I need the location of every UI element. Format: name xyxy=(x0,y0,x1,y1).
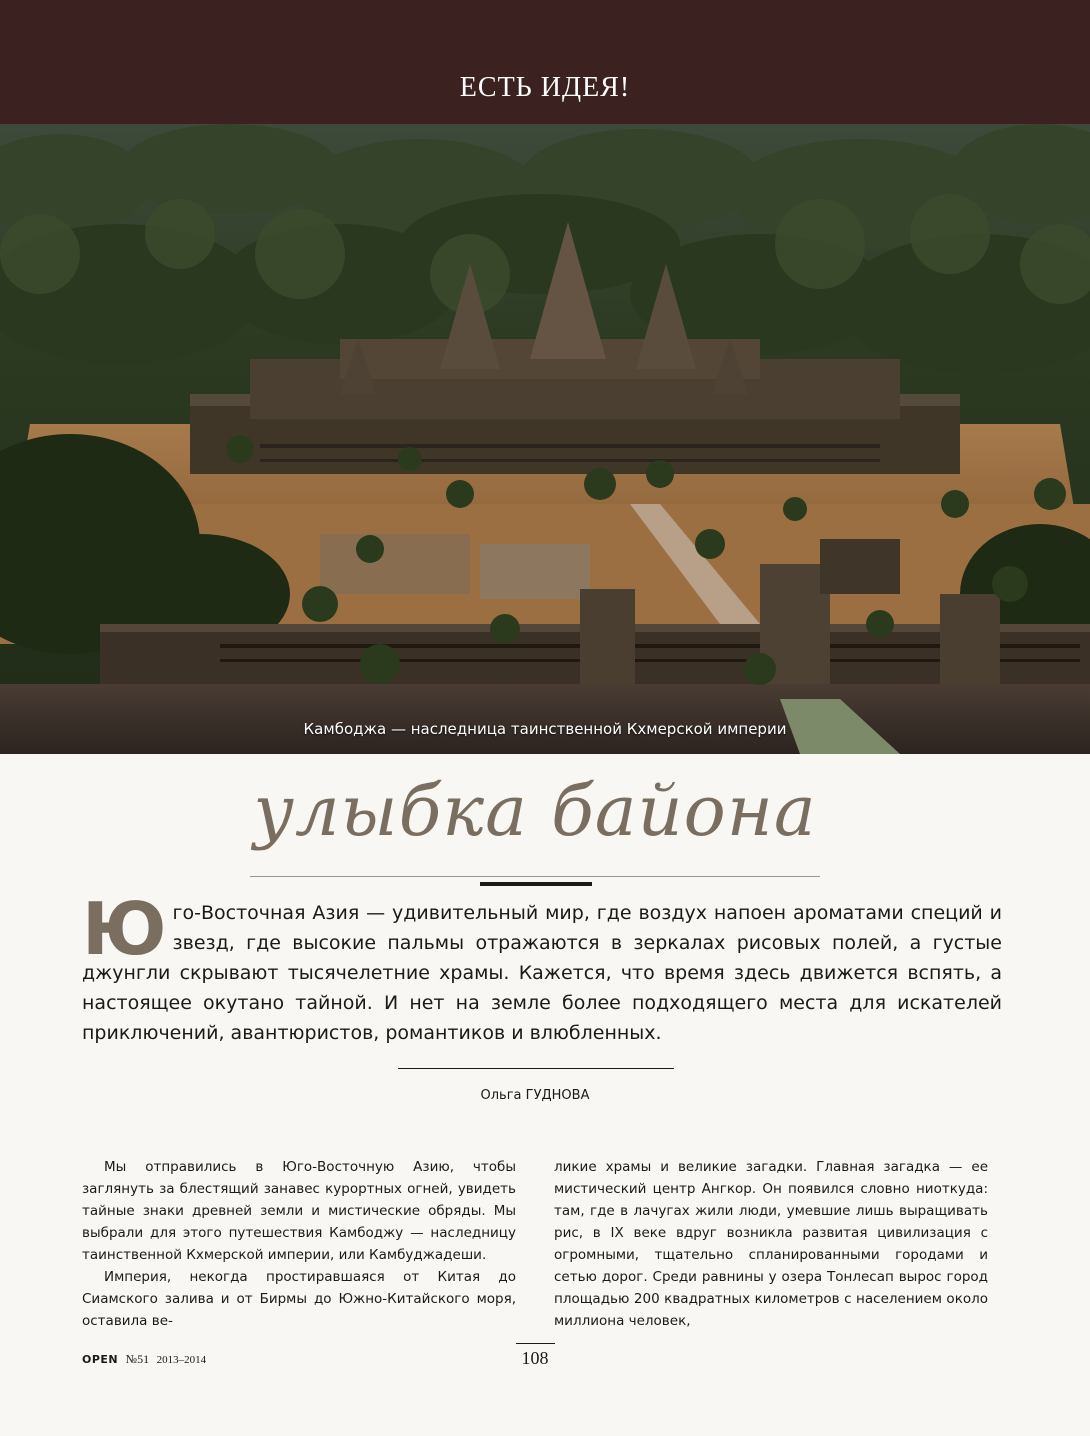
issue-years: 2013–2014 xyxy=(156,1354,207,1366)
title-accent-bar xyxy=(480,882,592,886)
section-header-bar xyxy=(0,0,1090,124)
lead-text: го-Восточная Азия — удивительный мир, где воздух напоен ароматами специй и звезд, где высокие пальмы отражаются в зеркалах рисовых полей, а густые джунгли скрывают тысячелетние храмы. Кажется, что время здесь движется вспять, а настоящее окутано тайной. И нет на земле более подходящего места для искателей приключений, авантюристов, романтиков и влюбленных. xyxy=(82,902,1002,1044)
body-paragraph: Мы отправились в Юго-Восточную Азию, чтобы заглянуть за блестящий занавес курортных огней, увидеть тайные знаки древней земли и мистические обряды. Мы выбрали для этого путешествия Камбоджу — наследницу таинственной Кхмерской империи, или Камбуджадеши. xyxy=(82,1159,516,1263)
body-column-1 xyxy=(82,1156,516,1332)
article-title: улыбка байона xyxy=(253,770,817,852)
footer-rule xyxy=(516,1343,555,1344)
magazine-brand: OPEN xyxy=(82,1353,119,1366)
title-divider xyxy=(250,876,820,877)
author-byline: Ольга ГУДНОВА xyxy=(480,1088,590,1103)
author-divider xyxy=(398,1068,674,1069)
section-title: ЕСТЬ ИДЕЯ! xyxy=(459,72,631,103)
lead-paragraph xyxy=(82,887,1002,1048)
drop-cap: Ю xyxy=(82,887,167,971)
issue-number: №51 xyxy=(125,1352,150,1366)
magazine-footer xyxy=(82,1352,206,1367)
body-paragraph: ликие храмы и великие загадки. Главная загадка — ее мистический центр Ангкор. Он появился словно ниоткуда: там, где в лачугах жили люди, умевшие лишь выращивать рис, в IX веке вдруг возникла развитая цивилизация с огромными, тщательно спланированными городами и сетью дорог. Среди равнины у озера Тонлесап вырос город площадью 200 квадратных километров с населением около миллиона человек, xyxy=(554,1159,988,1329)
body-column-2 xyxy=(554,1156,988,1332)
photo-caption: Камбоджа — наследница таинственной Кхмерской империи xyxy=(303,720,787,738)
page-number: 108 xyxy=(521,1348,549,1368)
angkor-wat-photo xyxy=(0,124,1090,754)
body-paragraph: Империя, некогда простиравшаяся от Китая до Сиамского залива и от Бирмы до Южно-Китайского моря, оставила ве- xyxy=(82,1269,516,1329)
